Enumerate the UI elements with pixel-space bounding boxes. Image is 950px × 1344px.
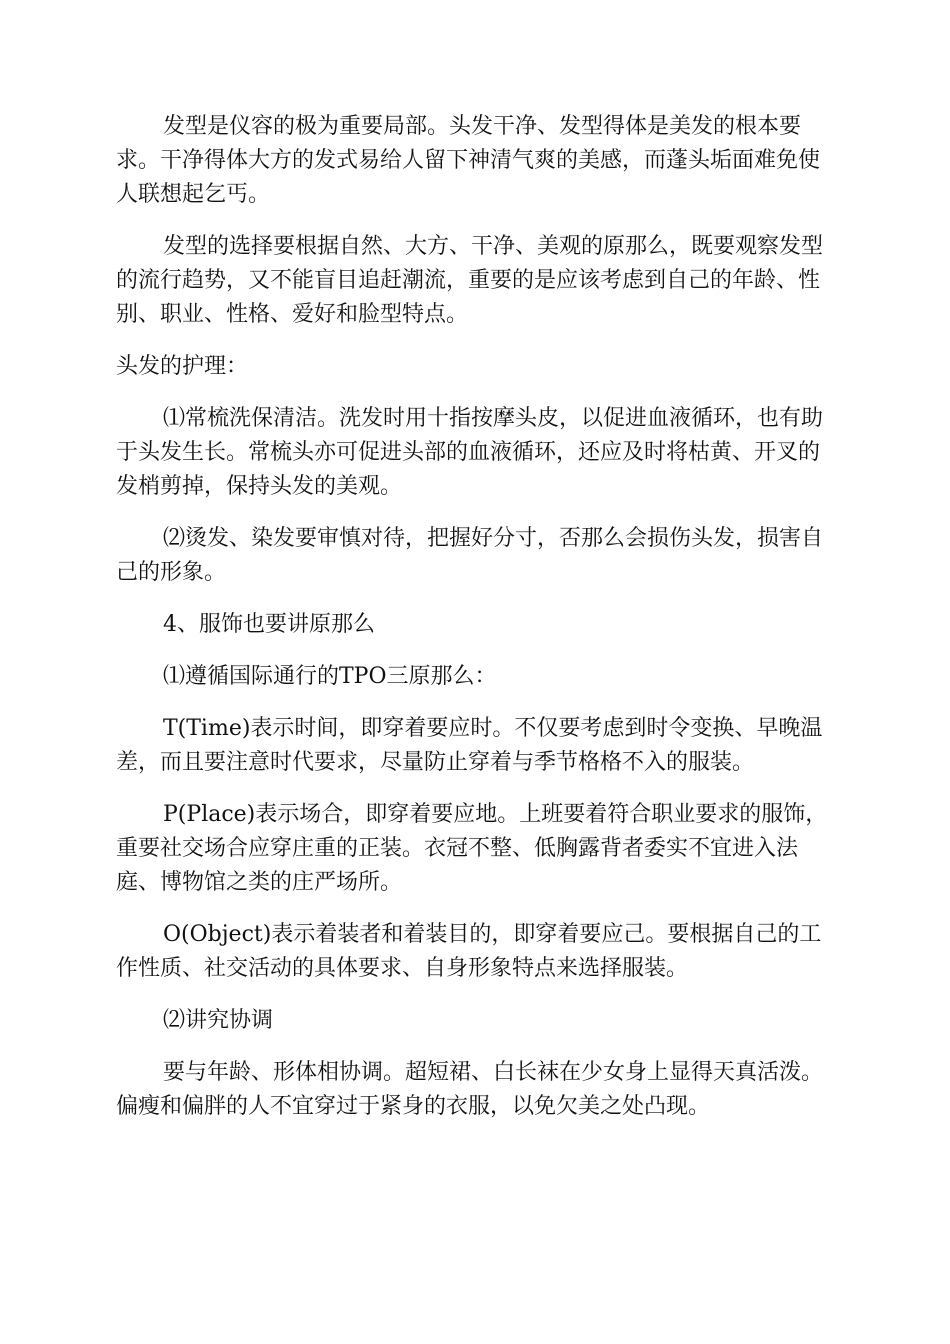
paragraph-tpo-heading: ⑴遵循国际通行的TPO三原那么： <box>163 664 497 689</box>
paragraph-tpo-object: O(Object)表示着装者和着装目的，即穿着要应己。要根据自己的工作性质、社交活动的具体要求、自身形象特点来选择服装。 <box>116 922 822 981</box>
section-heading-clothing: 4、服饰也要讲原那么 <box>163 612 375 637</box>
paragraph-harmony-age-body: 要与年龄、形体相协调。超短裙、白长袜在少女身上显得天真活泼。偏瘦和偏胖的人不宜穿过于紧身的衣服，以免欠美之处凸现。 <box>116 1060 824 1119</box>
paragraph-tpo-place: P(Place)表示场合，即穿着要应地。上班要着符合职业要求的服饰，重要社交场合应穿庄重的正装。衣冠不整、低胸露背者委实不宜进入法庭、博物馆之类的庄严场所。 <box>116 802 828 895</box>
paragraph-hair-care-heading: 头发的护理： <box>116 354 249 379</box>
paragraph-hair-care-2: ⑵烫发、染发要审慎对待，把握好分寸，否那么会损伤头发，损害自己的形象。 <box>116 526 824 585</box>
paragraph-tpo-time: T(Time)表示时间，即穿着要应时。不仅要考虑到时令变换、早晚温差，而且要注意时代要求，尽量防止穿着与季节格格不入的服装。 <box>116 716 823 775</box>
paragraph-hairstyle-choice: 发型的选择要根据自然、大方、干净、美观的原那么，既要观察发型的流行趋势，又不能盲目追赶潮流，重要的是应该考虑到自己的年龄、性别、职业、性格、爱好和脸型特点。 <box>116 234 824 327</box>
paragraph-harmony-heading: ⑵讲究协调 <box>163 1008 274 1033</box>
paragraph-hairstyle-importance: 发型是仪容的极为重要局部。头发干净、发型得体是美发的根本要求。干净得体大方的发式易给人留下神清气爽的美感，而蓬头垢面难免使人联想起乞丐。 <box>116 114 821 207</box>
paragraph-hair-care-1: ⑴常梳洗保清洁。洗发时用十指按摩头皮，以促进血液循环，也有助于头发生长。常梳头亦可促进头部的血液循环，还应及时将枯黄、开叉的发梢剪掉，保持头发的美观。 <box>116 406 824 499</box>
